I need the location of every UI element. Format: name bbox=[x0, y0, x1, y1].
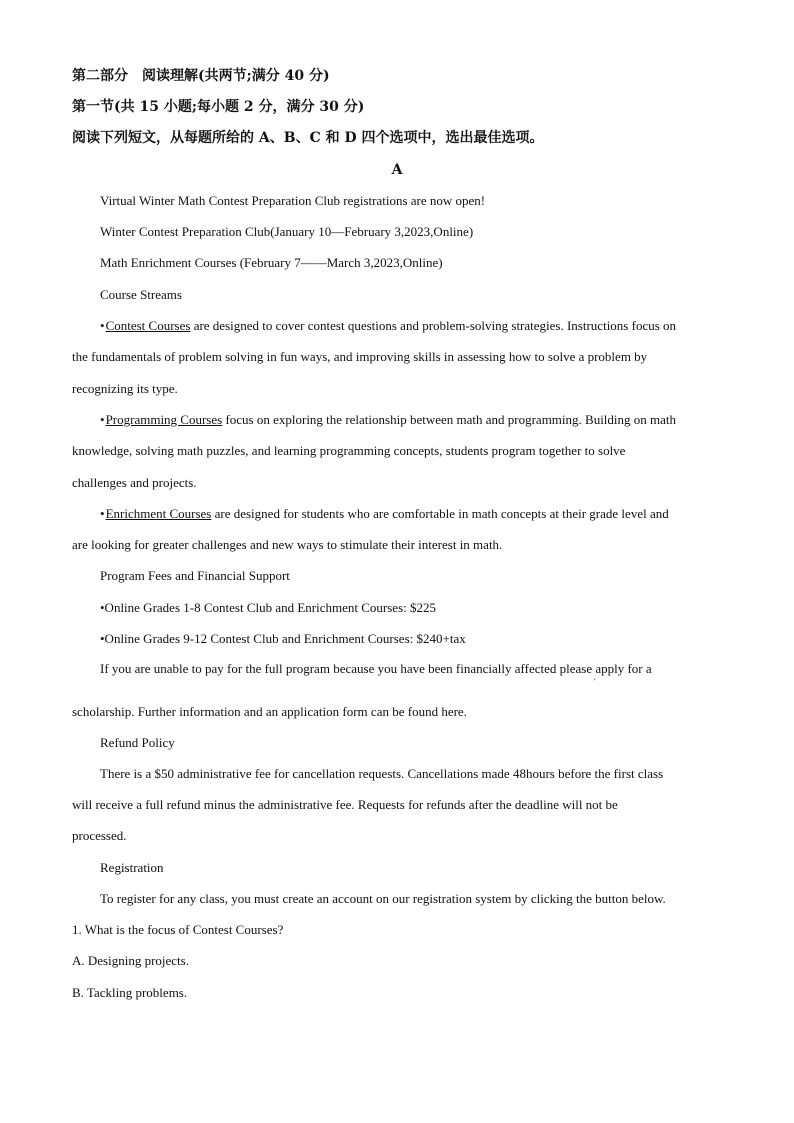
registration-heading: Registration bbox=[100, 860, 164, 875]
registration-line: To register for any class, you must create an account on our registration system by clicking the button below. bbox=[100, 891, 666, 906]
contest-courses-line-3: recognizing its type. bbox=[72, 381, 178, 396]
option-b: B. Tackling problems. bbox=[72, 985, 188, 1000]
bullet-marker: • bbox=[100, 506, 105, 521]
enrichment-courses-line-1 bbox=[100, 506, 669, 522]
club-dates: Winter Contest Preparation Club(January 10—February 3,2023,Online) bbox=[100, 224, 474, 239]
enrichment-courses-line-2: are looking for greater challenges and new ways to stimulate their interest in math. bbox=[72, 537, 503, 552]
refund-heading: Refund Policy bbox=[100, 735, 175, 750]
refund-line-3: processed. bbox=[72, 828, 127, 843]
refund-line-2: will receive a full refund minus the administrative fee. Requests for refunds after the deadline will not be bbox=[72, 797, 618, 812]
refund-line-1: There is a $50 administrative fee for cancellation requests. Cancellations made 48hours before the first class bbox=[100, 766, 664, 781]
programming-courses-text: focus on exploring the relationship between math and programming. Building on math bbox=[222, 412, 677, 427]
programming-courses-line-2: knowledge, solving math puzzles, and learning programming concepts, students program together to solve bbox=[72, 443, 626, 458]
instruction-text: 阅读下列短文，从每题所给的 A、B、C 和 D 四个选项中，选出最佳选项。 bbox=[72, 130, 544, 146]
contest-courses-text: are designed to cover contest questions and problem-solving strategies. Instructions focus on bbox=[190, 318, 677, 333]
programming-courses-line-1 bbox=[100, 412, 676, 428]
fees-heading: Program Fees and Financial Support bbox=[100, 568, 290, 583]
question-stem: 1. What is the focus of Contest Courses? bbox=[72, 922, 284, 937]
contest-courses-line-2: the fundamentals of problem solving in fun ways, and improving skills in assessing how to solve a problem by bbox=[72, 349, 648, 364]
enrichment-courses-term: Enrichment Courses bbox=[105, 506, 212, 521]
streams-heading: Course Streams bbox=[100, 287, 182, 302]
fee-grades-1-8: •Online Grades 1-8 Contest Club and Enrichment Courses: $225 bbox=[100, 600, 437, 615]
programming-courses-line-3: challenges and projects. bbox=[72, 475, 197, 490]
financial-support-line-2: scholarship. Further information and an application form can be found here. bbox=[72, 704, 467, 719]
option-a: A. Designing projects. bbox=[72, 953, 189, 968]
bullet-marker: • bbox=[100, 412, 105, 427]
passage-label: A bbox=[391, 162, 403, 178]
programming-courses-term: Programming Courses bbox=[105, 412, 223, 427]
contest-courses-line-1 bbox=[100, 318, 676, 334]
bullet-marker: • bbox=[100, 318, 105, 333]
part-title: 第二部分 阅读理解(共两节;满分 40 分) bbox=[72, 68, 330, 84]
stray-mark: ' bbox=[594, 677, 596, 686]
enrichment-dates: Math Enrichment Courses (February 7——March 3,2023,Online) bbox=[100, 255, 443, 270]
intro-line: Virtual Winter Math Contest Preparation Club registrations are now open! bbox=[100, 193, 486, 208]
fee-grades-9-12: •Online Grades 9-12 Contest Club and Enrichment Courses: $240+tax bbox=[100, 631, 466, 646]
financial-support-line-1: If you are unable to pay for the full program because you have been financially affected please apply for a bbox=[100, 661, 652, 676]
contest-courses-term: Contest Courses bbox=[105, 318, 191, 333]
enrichment-courses-text: are designed for students who are comfortable in math concepts at their grade level and bbox=[211, 506, 669, 521]
section-title: 第一节(共 15 小题;每小题 2 分，满分 30 分) bbox=[72, 99, 365, 115]
